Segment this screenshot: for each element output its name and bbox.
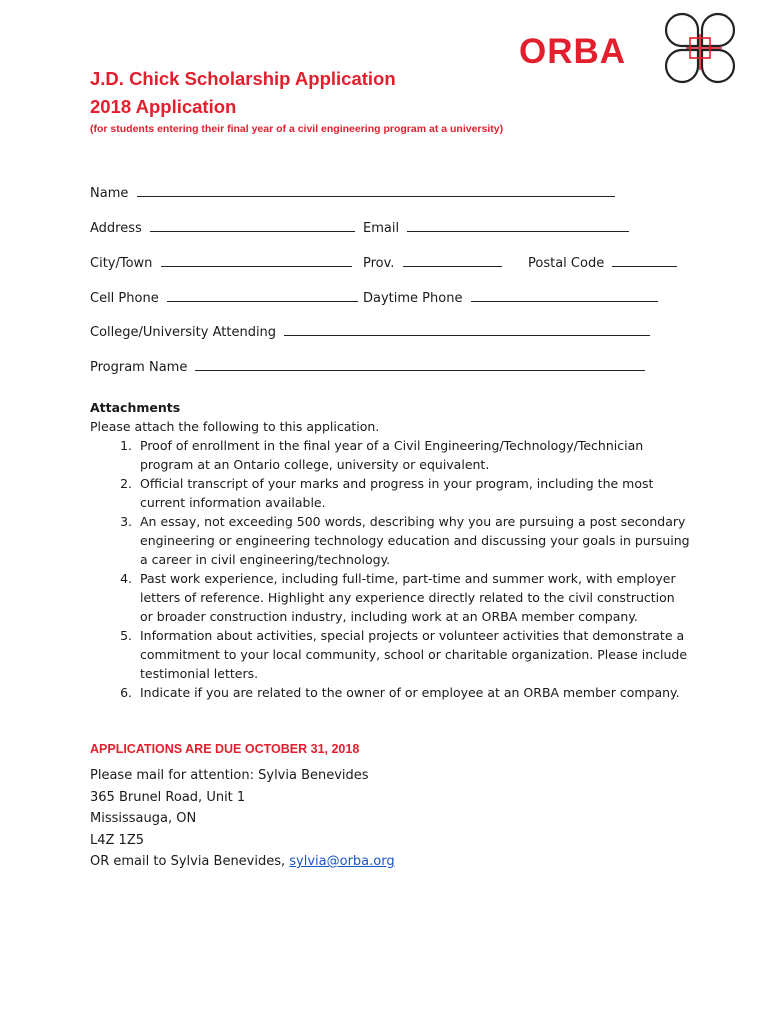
orba-clover-logo-icon [664, 12, 736, 84]
address-row [90, 219, 355, 236]
page-subtitle: (for students entering their final year of a civil engineering program at a university) [90, 123, 504, 135]
logo-text: ORBA [519, 32, 627, 71]
address-field[interactable] [150, 219, 355, 232]
program-field[interactable] [195, 358, 645, 371]
list-item: 1. Proof of enrollment in the final year of a Civil Engineering/Technology/Technician program at an Ontario college, university or equivalent. [136, 436, 690, 474]
city-row [90, 254, 352, 271]
name-row [90, 184, 615, 201]
attachments-heading: Attachments [90, 400, 181, 415]
mail-email-prefix: OR email to Sylvia Benevides, [90, 854, 290, 869]
list-item: 3. An essay, not exceeding 500 words, describing why you are pursuing a post secondary engineering or engineering technology education and discussing your goals in pursuing a career in civil engineering/technology. [136, 512, 690, 569]
list-item: 4. Past work experience, including full-time, part-time and summer work, with employer letters of reference. Highlight any experience directly related to the civil construction or broader construction industry, including work at an ORBA member company. [136, 569, 690, 626]
cell-row [90, 289, 358, 306]
daytime-field[interactable] [471, 289, 658, 302]
orba-logo [519, 12, 739, 88]
cell-label: Cell Phone [90, 291, 159, 306]
address-label: Address [90, 221, 142, 236]
name-label: Name [90, 186, 129, 201]
attachments-list [90, 436, 690, 702]
daytime-row [363, 289, 658, 306]
college-row [90, 323, 650, 340]
prov-row [363, 254, 502, 271]
email-link[interactable]: sylvia@orba.org [289, 854, 395, 869]
attachments-intro: Please attach the following to this application. [90, 419, 380, 434]
program-label: Program Name [90, 360, 188, 375]
postal-row [528, 254, 677, 271]
city-field[interactable] [161, 254, 352, 267]
mail-email-line [90, 851, 395, 873]
mail-attention: Please mail for attention: Sylvia Benevides [90, 768, 369, 783]
email-label: Email [363, 221, 400, 236]
list-item: 6. Indicate if you are related to the owner of or employee at an ORBA member company. [136, 683, 690, 702]
mail-street: 365 Brunel Road, Unit 1 [90, 789, 246, 805]
program-row [90, 358, 645, 375]
email-row [363, 219, 629, 236]
mailing-address [90, 765, 395, 873]
prov-field[interactable] [403, 254, 502, 267]
page-title: J.D. Chick Scholarship Application [90, 68, 396, 89]
postal-field[interactable] [612, 254, 677, 267]
mail-city: Mississauga, ON [90, 811, 197, 826]
mail-postal: L4Z 1Z5 [90, 832, 144, 848]
name-field[interactable] [137, 184, 615, 197]
list-item: 5. Information about activities, special projects or volunteer activities that demonstrate a commitment to your local community, school or charitable organization. Please include testimonial letters. [136, 626, 690, 683]
prov-label: Prov. [363, 256, 395, 271]
cell-field[interactable] [167, 289, 358, 302]
due-date-notice: APPLICATIONS ARE DUE OCTOBER 31, 2018 [90, 742, 360, 756]
email-field[interactable] [407, 219, 629, 232]
list-item: 2. Official transcript of your marks and progress in your program, including the most current information available. [136, 474, 690, 512]
page-year-line: 2018 Application [90, 96, 237, 117]
college-field[interactable] [284, 323, 650, 336]
attachments-section [90, 398, 690, 702]
college-label: College/University Attending [90, 325, 277, 340]
postal-label: Postal Code [528, 256, 605, 271]
city-label: City/Town [90, 256, 153, 271]
daytime-label: Daytime Phone [363, 291, 463, 306]
